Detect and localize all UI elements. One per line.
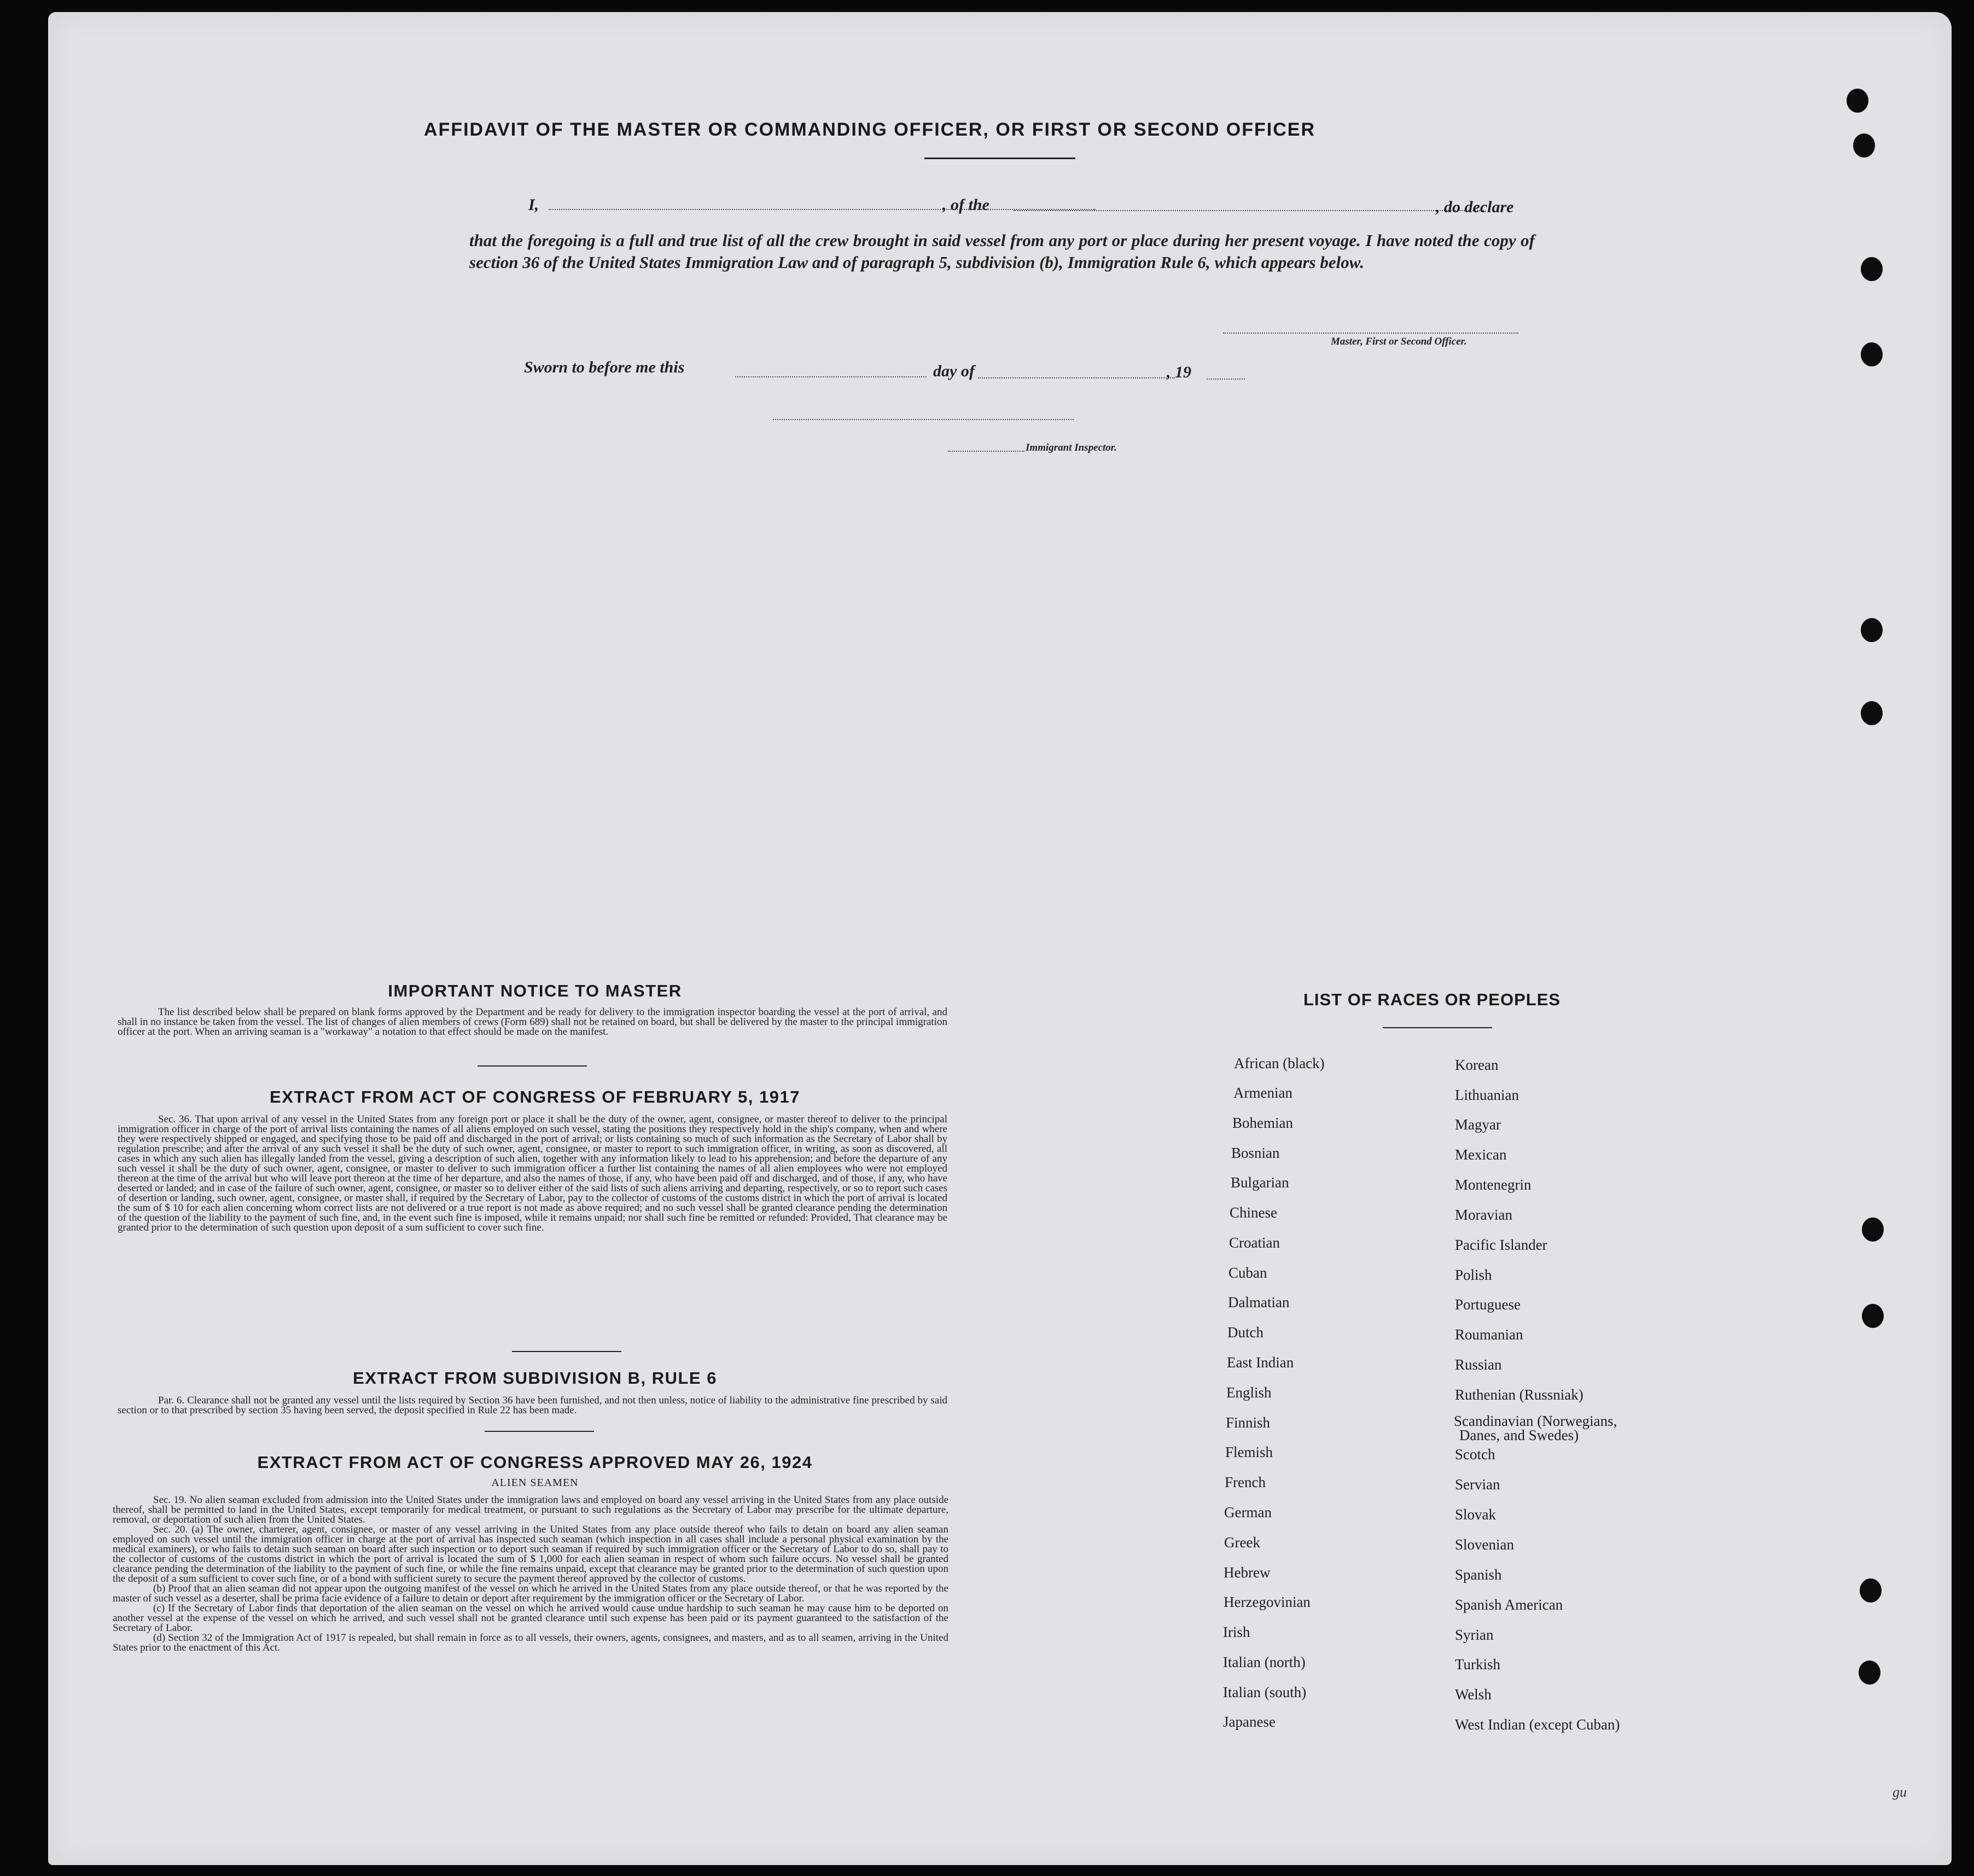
- divider: [1383, 1027, 1492, 1028]
- race-item-right: Korean: [1455, 1057, 1499, 1073]
- race-item-left: Hebrew: [1224, 1564, 1271, 1581]
- punch-hole: [1847, 89, 1868, 113]
- sworn-year-field[interactable]: [1207, 378, 1245, 380]
- punch-hole: [1861, 701, 1883, 725]
- race-item-right: Slovak: [1455, 1506, 1496, 1523]
- inspector-label: Immigrant Inspector.: [1026, 442, 1117, 453]
- race-item-left: French: [1225, 1474, 1266, 1490]
- vessel-field[interactable]: [1014, 210, 1484, 211]
- race-item-right: Scandinavian (Norwegians,: [1454, 1413, 1617, 1429]
- affidavit-title: AFFIDAVIT OF THE MASTER OR COMMANDING OFFICER, OR FIRST OR SECOND OFFICER: [424, 119, 1315, 140]
- master-signature-label: Master, First or Second Officer.: [1331, 336, 1467, 347]
- rule6-paragraph: Par. 6. Clearance shall not be granted any vessel until the lists required by Section 36 have been furnished, and not then unless, notice of liability to the administrative fine prescribed by said section or to that prescribed by section 35 having been served, the deposit specified in Rule 22 has been made.: [118, 1395, 947, 1416]
- year-prefix: , 19: [1167, 363, 1191, 381]
- race-item-right: Magyar: [1455, 1116, 1501, 1133]
- sec-19-paragraph: Sec. 19. No alien seaman excluded from admission into the United States under the immigration laws and employed on board any vessel arriving in the United States from any place outside thereof, shall be permitted to land in the United States, except temporarily for medical treatment, or pursuant to such regulations as the Secretary of Labor may prescribe for the ultimate departure, removal, or deportation of such alien from the United States.: [113, 1494, 948, 1525]
- race-item-right: Syrian: [1455, 1627, 1494, 1643]
- race-item-left: Dutch: [1227, 1324, 1263, 1341]
- race-item-left: Croatian: [1229, 1234, 1280, 1251]
- divider: [512, 1351, 621, 1352]
- extract-1924-title: EXTRACT FROM ACT OF CONGRESS APPROVED MAY 26, 1924: [257, 1453, 813, 1472]
- race-item-right: Portuguese: [1455, 1296, 1521, 1313]
- race-item-left: Herzegovinian: [1224, 1594, 1311, 1610]
- extract-1917-title: EXTRACT FROM ACT OF CONGRESS OF FEBRUARY 5, 1917: [270, 1087, 800, 1106]
- race-item-right: Russian: [1455, 1356, 1502, 1373]
- race-item-left: English: [1226, 1384, 1272, 1401]
- race-item-right: Spanish: [1455, 1566, 1502, 1583]
- race-item-right: Servian: [1455, 1476, 1500, 1493]
- race-item-left: African (black): [1234, 1055, 1325, 1071]
- rule6-title: EXTRACT FROM SUBDIVISION B, RULE 6: [353, 1368, 717, 1388]
- punch-hole: [1861, 342, 1883, 366]
- divider: [485, 1431, 594, 1432]
- race-item-left: Italian (south): [1223, 1684, 1307, 1700]
- notice-paragraph: The list described below shall be prepared on blank forms approved by the Department and be ready for delivery to the immigration inspector boarding the vessel at the port of arrival, and shall in no instance be taken from the vessel. The list of changes of alien members of crews (Form 689) shall not be retained on board, but shall be delivered by the master to the principal immigration officer at the port. When an arriving seaman is a "workaway" a notation to that effect should be made on the manifest.: [118, 1006, 947, 1038]
- punch-hole: [1860, 1578, 1882, 1603]
- race-item-right: Pacific Islander: [1455, 1237, 1547, 1253]
- day-of-text: day of: [933, 362, 975, 380]
- race-item-right: Danes, and Swedes): [1459, 1427, 1579, 1443]
- sworn-day-field[interactable]: [735, 376, 927, 377]
- sec-20c-paragraph: (c) If the Secretary of Labor finds that deportation of the alien seaman on the vessel on which he arrived would cause undue hardship to such seaman he may cause him to be deported on another vessel at the expense of the vessel on which he arrived, and such vessel shall not be granted clearance until such expense has been paid or its payment guaranteed to the satisfaction of the Secretary of Labor.: [113, 1603, 948, 1634]
- alien-seamen-subtitle: ALIEN SEAMEN: [491, 1477, 579, 1489]
- race-item-left: Bulgarian: [1231, 1174, 1289, 1191]
- race-item-right: Slovenian: [1455, 1536, 1514, 1553]
- race-item-left: East Indian: [1227, 1354, 1294, 1371]
- race-item-left: Bohemian: [1232, 1115, 1293, 1131]
- affidavit-i: I,: [528, 196, 539, 214]
- race-item-right: Scotch: [1455, 1446, 1495, 1463]
- extract-1917-text: [118, 1115, 947, 1233]
- notice-title: IMPORTANT NOTICE TO MASTER: [388, 981, 682, 1000]
- race-item-left: Japanese: [1223, 1714, 1276, 1730]
- extract-1917-paragraph: Sec. 36. That upon arrival of any vessel in the United States from any foreign port or place it shall be the duty of the owner, agent, consignee, or master thereof to deliver to the principal immigration officer in charge of the port of arrival lists containing the names of all aliens employed on such vessel, stating the positions they respectively hold in the ship's company, when and where they were respectively shipped or engaged, and specifying those to be paid off and discharged in the port of arrival; or lists containing so much of such information as the Secretary of Labor shall by regulation prescribe; and after the arrival of any such vessel it shall be the duty of such owner, agent, consignee, or master to report to such immigration officer, in writing, as soon as discovered, all cases in which any such alien has illegally landed from the vessel, giving a description of such alien, together with any information likely to lead to his apprehension; and before the departure of any such vessel it shall be the duty of such owner, agent, consignee, or master to deliver to such immigration officer a further list containing the names of all alien employees who were not employed thereon at the time of the arrival but who will leave port thereon at the time of her departure, and also the names of those, if any, who have been paid off and discharged, and of those, if any, who have deserted or landed; and in case of the failure of such owner, agent, consignee, or master so to deliver either of the said lists of such aliens arriving and departing, respectively, or so to report such cases of desertion or landing, such owner, agent, consignee, or master shall, if required by the Secretary of Labor, pay to the collector of customs of the customs district in which the port of arrival is located the sum of $ 10 for each alien concerning whom correct lists are not delivered or a true report is not made as above required; and no such vessel shall be granted clearance pending the determination of the question of the liability to the payment of such fine, and, in the event such fine is imposed, while it remains unpaid; nor shall such fine be remitted or refunded: Provided, That clearance may be granted prior to the determination of such question upon deposit of a sum sufficient to cover such fine.: [118, 1114, 947, 1233]
- race-item-right: Roumanian: [1455, 1326, 1523, 1343]
- rule6-text: [118, 1396, 947, 1415]
- race-item-left: Dalmatian: [1228, 1294, 1290, 1310]
- inspector-prefix-field[interactable]: [948, 451, 1024, 452]
- race-item-right: West Indian (except Cuban): [1455, 1716, 1620, 1733]
- sworn-text: Sworn to before me this: [524, 358, 685, 376]
- race-item-right: Welsh: [1455, 1686, 1492, 1703]
- race-item-left: Cuban: [1228, 1265, 1267, 1281]
- race-item-left: Greek: [1224, 1534, 1260, 1551]
- punch-hole: [1862, 1217, 1884, 1242]
- master-signature-field[interactable]: [1223, 333, 1518, 334]
- notice-text: [118, 1007, 947, 1037]
- race-item-right: Polish: [1455, 1267, 1492, 1283]
- affidavit-do-declare: , do declare: [1436, 198, 1514, 216]
- race-item-left: Irish: [1223, 1624, 1250, 1640]
- race-item-right: Spanish American: [1455, 1597, 1563, 1613]
- race-item-left: Bosnian: [1231, 1145, 1280, 1161]
- punch-hole: [1862, 1304, 1884, 1328]
- extract-1924-text: [113, 1495, 948, 1653]
- race-item-right: Lithuanian: [1455, 1087, 1519, 1103]
- pencil-mark: gu: [1893, 1784, 1907, 1800]
- title-divider: [924, 158, 1075, 159]
- race-item-right: Montenegrin: [1455, 1176, 1532, 1193]
- race-item-right: Turkish: [1455, 1656, 1501, 1673]
- punch-hole: [1861, 257, 1883, 281]
- punch-hole: [1859, 1661, 1880, 1685]
- race-item-left: Flemish: [1225, 1444, 1273, 1460]
- race-item-left: Chinese: [1230, 1204, 1277, 1221]
- punch-hole: [1861, 618, 1883, 642]
- affidavit-statement: that the foregoing is a full and true list of all the crew brought in said vessel from any port or place during her present voyage. I have noted the copy of section 36 of the United States Immigration Law and of paragraph 5, subdivision (b), Immigration Rule 6, which appears below.: [469, 231, 1535, 272]
- race-item-right: Ruthenian (Russniak): [1455, 1386, 1583, 1403]
- races-title: LIST OF RACES OR PEOPLES: [1303, 990, 1561, 1009]
- race-item-right: Moravian: [1455, 1207, 1512, 1223]
- race-item-right: Mexican: [1455, 1146, 1507, 1163]
- affidavit-of-the: , of the: [942, 196, 989, 214]
- document-page: [48, 12, 1952, 1865]
- race-item-left: German: [1224, 1504, 1272, 1520]
- race-item-left: Finnish: [1226, 1414, 1271, 1431]
- race-item-left: Italian (north): [1223, 1654, 1306, 1670]
- sec-20a-paragraph: Sec. 20. (a) The owner, charterer, agent, consignee, or master of any vessel arriving in the United States from any place outside thereof who fails to detain on board any alien seaman employed on such vessel until the immigration officer in charge at the port of arrival has inspected such seaman (which inspection in all cases shall include a personal physical examination by the medical examiners), or who fails to detain such seaman on board after such inspection or to deport such seaman if required by such immigration officer or the Secretary of Labor to do so, shall pay to the collector of customs of the customs district in which the port of arrival is located the sum of $ 1,000 for each alien seaman in respect of whom such failure occurs. No vessel shall be granted clearance pending the determination of the liability to the payment of such fine, or while the fine remains unpaid, except that clearance may be granted prior to the determination of such question upon the deposit of a sum sufficient to cover such fine, or of a bond with sufficient surety to secure the payment thereof approved by the collector of customs.: [113, 1524, 948, 1584]
- divider: [478, 1065, 587, 1067]
- inspector-signature-field[interactable]: [773, 419, 1074, 420]
- punch-hole: [1853, 133, 1875, 158]
- sec-20b-paragraph: (b) Proof that an alien seaman did not appear upon the outgoing manifest of the vessel on which he arrived in the United States from any place outside thereof, or that he was reported by the master of such vessel as a deserter, shall be prima facie evidence of a failure to detain or deport after requirement by the immigration officer or the Secretary of Labor.: [113, 1583, 948, 1604]
- race-item-left: Armenian: [1233, 1085, 1292, 1101]
- sworn-month-field[interactable]: [978, 377, 1175, 378]
- sec-20d-paragraph: (d) Section 32 of the Immigration Act of 1917 is repealed, but shall remain in force as to all vessels, their owners, agents, consignees, and masters, and as to all seamen, arriving in the United States prior to the enactment of this Act.: [113, 1632, 948, 1653]
